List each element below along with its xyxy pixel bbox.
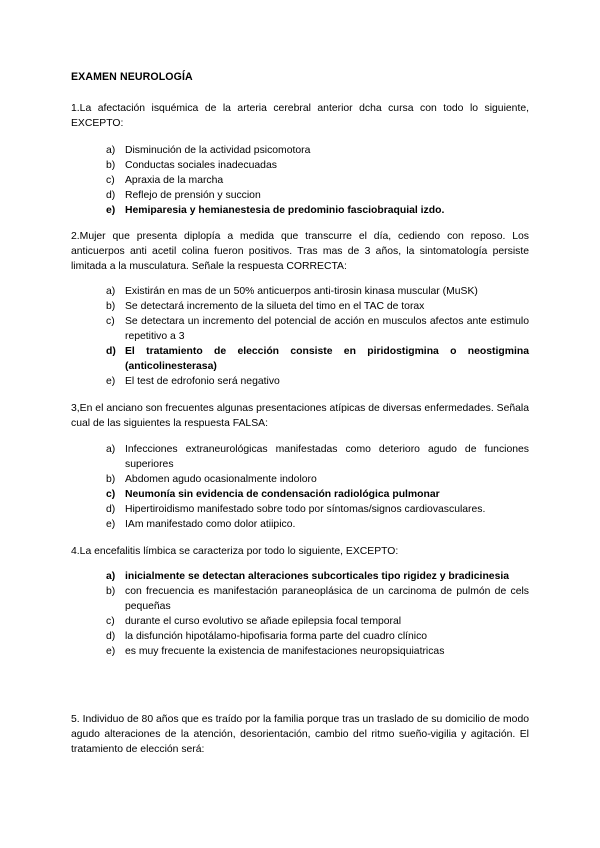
document-title: EXAMEN NEUROLOGÍA [71,71,193,83]
question-4-option-c [0,614,529,629]
question-3-option-b [0,472,529,487]
question-4-option-d [0,629,529,644]
option-marker: d) [106,190,116,201]
option-text: Existirán en mas de un 50% anticuerpos anti-tirosin kinasa muscular (MuSK) [125,286,478,297]
question-1-option-c [0,173,529,188]
option-marker: a) [106,286,116,297]
question-3-option-e [0,517,529,532]
option-text: El test de edrofonio será negativo [125,376,280,387]
option-text: Infecciones extraneurológicas manifestadas como deterioro agudo de funciones superiores [125,444,529,470]
option-marker: b) [106,160,116,171]
option-text: Se detectara un incremento del potencial de acción en musculos afectos ante estimulo repetitivo a 3 [125,316,529,342]
option-marker: b) [106,586,116,597]
option-marker: d) [106,346,116,357]
question-2-stem: 2.Mujer que presenta diplopía a medida que transcurre el día, cediendo con reposo. Los anticuerpos anti acetil colina fueron positivos. Tras mas de 3 años, la sintomatología persiste limitada a la musculatura. Señale la respuesta CORRECTA: [71,231,529,272]
question-1-option-a [0,143,529,158]
question-2-option-a [0,284,529,299]
option-text: IAm manifestado como dolor atiipico. [125,519,296,530]
question-2-options [0,284,529,389]
option-text: Abdomen agudo ocasionalmente indoloro [125,474,317,485]
option-marker: c) [106,175,115,186]
option-marker: a) [106,444,116,455]
question-1-option-d [0,188,529,203]
option-marker: d) [106,631,116,642]
option-marker: c) [106,489,116,500]
option-marker: a) [106,145,116,156]
option-marker: d) [106,504,116,515]
option-marker: e) [106,519,116,530]
option-text: durante el curso evolutivo se añade epilepsia focal temporal [125,616,402,627]
question-4-options [0,569,529,659]
question-3-stem: 3,En el anciano son frecuentes algunas presentaciones atípicas de diversas enfermedades. Señala cual de las siguientes la respuesta FALSA: [71,403,529,429]
option-marker: c) [106,616,115,627]
option-text: Se detectará incremento de la silueta del timo en el TAC de torax [125,301,425,312]
question-3-option-d [0,502,529,517]
question-4-option-a-correct [0,569,529,584]
option-text: la disfunción hipotálamo-hipofisaria forma parte del cuadro clínico [125,631,428,642]
option-text: es muy frecuente la existencia de manifestaciones neuropsiquiatricas [125,646,445,657]
option-marker: e) [106,646,116,657]
option-marker: b) [106,301,116,312]
option-text: Hipertiroidismo manifestado sobre todo por síntomas/signos cardiovasculares. [125,504,486,515]
question-2-option-e [0,374,529,389]
option-text: Reflejo de prensión y succion [125,190,261,201]
question-4-option-b [0,584,529,614]
question-2-option-b [0,299,529,314]
option-marker: e) [106,205,116,216]
option-marker: b) [106,474,116,485]
question-1-option-e-correct [0,203,529,218]
question-1-stem: 1.La afectación isquémica de la arteria cerebral anterior dcha cursa con todo lo siguiente, EXCEPTO: [71,103,529,129]
option-marker: a) [106,571,116,582]
question-4-stem: 4.La encefalitis límbica se caracteriza por todo lo siguiente, EXCEPTO: [71,546,399,557]
option-text: Disminución de la actividad psicomotora [125,145,311,156]
option-text: El tratamiento de elección consiste en piridostigmina o neostigmina (anticolinesterasa) [125,346,529,372]
question-3-options [0,442,529,532]
option-marker: e) [106,376,116,387]
question-1-options [0,143,529,218]
option-text: Conductas sociales inadecuadas [125,160,277,171]
question-2-option-c [0,314,529,344]
question-1-option-b [0,158,529,173]
question-3-option-c-correct [0,487,529,502]
question-5-stem: 5. Individuo de 80 años que es traído por la familia porque tras un traslado de su domicilio de modo agudo alteraciones de la atención, desorientación, cambio del ritmo sueño-vigilia y agitación. El tratamiento de elección será: [71,714,529,755]
option-text: Hemiparesia y hemianestesia de predominio fasciobraquial izdo. [125,205,445,216]
option-text: Neumonía sin evidencia de condensación radiológica pulmonar [125,489,440,500]
option-text: inicialmente se detectan alteraciones subcorticales tipo rigidez y bradicinesia [125,571,510,582]
option-marker: c) [106,316,115,327]
option-text: con frecuencia es manifestación paraneoplásica de un carcinoma de pulmón de cels pequeñas [125,586,529,612]
question-2-option-d-correct [0,344,529,374]
question-3-option-a [0,442,529,472]
question-4-option-e [0,644,529,659]
option-text: Apraxia de la marcha [125,175,224,186]
